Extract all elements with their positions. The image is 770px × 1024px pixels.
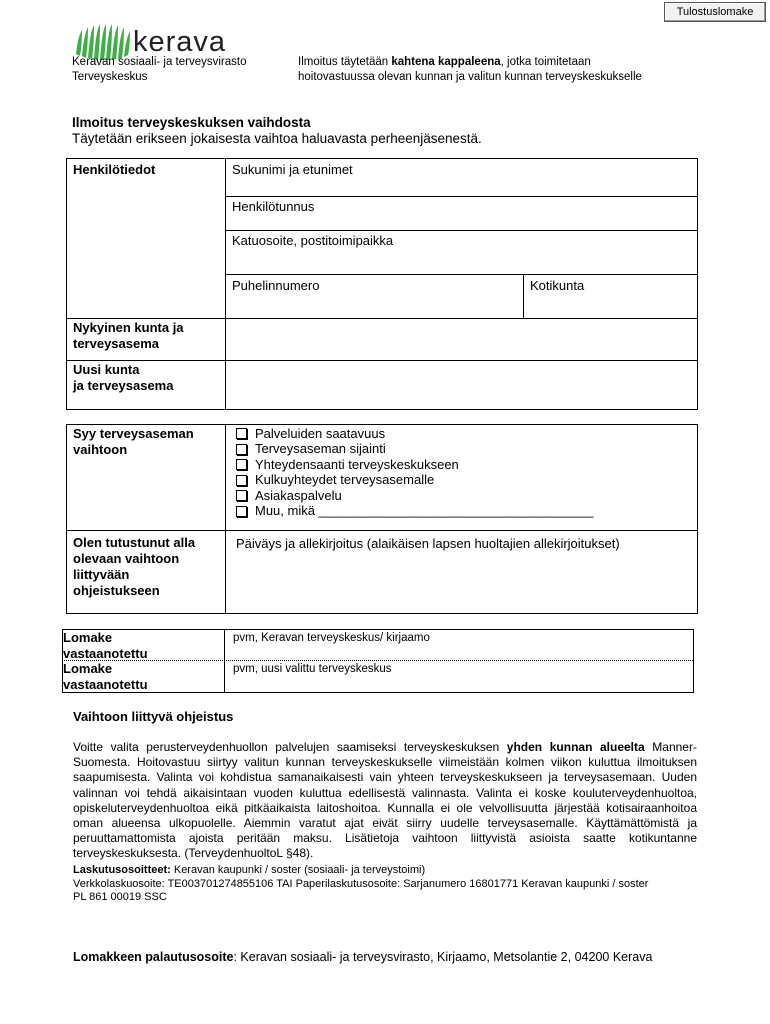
reason-label: Syy terveysaseman vaihtoon bbox=[73, 426, 194, 457]
instructions-heading: Vaihtoon liittyvä ohjeistus bbox=[73, 709, 234, 724]
print-form-button[interactable]: Tulostuslomake bbox=[664, 2, 766, 22]
checkbox-contact[interactable] bbox=[236, 459, 247, 470]
reason-option: Yhteydensaanti terveyskeskukseen bbox=[236, 457, 593, 473]
copies-notice: Ilmoitus täytetään kahtena kappaleena, jotka toimitetaan hoitovastuussa olevan kunnan ja valitun kunnan terveyskeskukselle bbox=[298, 56, 642, 83]
ssn-field[interactable]: Henkilötunnus bbox=[232, 199, 315, 214]
address-field[interactable]: Katuosoite, postitoimipaikka bbox=[232, 233, 394, 248]
personal-info-label: Henkilötiedot bbox=[73, 162, 156, 177]
reason-option: Palveluiden saatavuus bbox=[236, 426, 593, 442]
current-municipality-field[interactable] bbox=[226, 319, 696, 359]
acknowledgement-label: Olen tutustunut alla olevaan vaihtoon liittyvään ohjeistukseen bbox=[73, 535, 196, 598]
new-municipality-field[interactable] bbox=[226, 361, 696, 407]
checkbox-other[interactable] bbox=[236, 506, 247, 517]
checkbox-location[interactable] bbox=[236, 444, 247, 455]
new-municipality-label: Uusi kunta ja terveysasema bbox=[73, 362, 174, 393]
reason-option: Muu, mikä ______________________________________ bbox=[236, 504, 593, 520]
name-field[interactable]: Sukunimi ja etunimet bbox=[232, 162, 353, 177]
reason-option: Terveysaseman sijainti bbox=[236, 442, 593, 458]
received-kerava-field[interactable]: pvm, Keravan terveyskeskus/ kirjaamo bbox=[233, 632, 430, 644]
current-municipality-label: Nykyinen kunta ja terveysasema bbox=[73, 320, 184, 351]
org-line-1: Keravan sosiaali- ja terveysvirasto bbox=[72, 56, 247, 68]
signature-field[interactable]: Päiväys ja allekirjoitus (alaikäisen lapsen huoltajien allekirjoitukset) bbox=[236, 536, 620, 551]
reason-options bbox=[236, 426, 593, 519]
home-municipality-field[interactable]: Kotikunta bbox=[530, 278, 585, 293]
checkbox-customer-service[interactable] bbox=[236, 490, 247, 501]
received-label-2: Lomake vastaanotettu bbox=[63, 661, 148, 692]
instructions-text: Voitte valita perusterveydenhuollon palvelujen saamiseksi terveyskeskuksen yhden kunnan alueelta Manner-Suomesta. Hoitovastuu siirtyy valitun kunnan terveyskeskukselle viimeistään kolmen viikon kuluttua ilmoituksen saapumisesta. Valinta voi kohdistua samanaikaisesti vain yhteen terveyskeskukseen ja terveysasemaan. Uuden valinnan voi tehdä aikaisintaan vuoden kuluttua edellisestä valinnasta. Valinta ei koske kouluterveydenhuoltoa, opiskeluterveydenhuoltoa eikä pitkäaikaista laitoshoitoa. Kunnalla ei ole velvollisuutta järjestää kotisairaanhoitoa oman alueensa ulkopuolelle. Aiemmin varatut ajat eivät siirry uudelle terveysasemalle. Käyttämättömistä ja peruuttamattomista ajoista peritään maksu. Lisätietoja vaihtoon liittyvistä asioista saatte kotikuntanne terveyskeskuksesta. (TerveydenhuoltoL §48). bbox=[73, 740, 697, 861]
form-title: Ilmoitus terveyskeskuksen vaihdosta bbox=[72, 115, 311, 130]
checkbox-availability[interactable] bbox=[236, 428, 247, 439]
return-address: Lomakkeen palautusosoite: Keravan sosiaali- ja terveysvirasto, Kirjaamo, Metsolantie 2, 04200 Kerava bbox=[73, 950, 653, 964]
org-name bbox=[72, 55, 247, 85]
received-new-field[interactable]: pvm, uusi valittu terveyskeskus bbox=[233, 663, 392, 675]
reason-option: Kulkuyhteydet terveysasemalle bbox=[236, 473, 593, 489]
org-line-2: Terveyskeskus bbox=[72, 71, 148, 83]
reason-option: Asiakaspalvelu bbox=[236, 488, 593, 504]
checkbox-transport[interactable] bbox=[236, 475, 247, 486]
form-subtitle: Täytetään erikseen jokaisesta vaihtoa haluavasta perheenjäsenestä. bbox=[72, 131, 482, 146]
phone-field[interactable]: Puhelinnumero bbox=[232, 278, 320, 293]
kerava-logo-text: kerava bbox=[133, 26, 227, 58]
received-label-1: Lomake vastaanotettu bbox=[63, 630, 148, 661]
billing-info: Laskutusosoitteet: Keravan kaupunki / soster (sosiaali- ja terveystoimi) Verkkolaskuosoite: TE003701274855106 TAI Paperilaskutusosoite: Sarjanumero 16801771 Keravan kaupunki / soster PL 861 00019 SSC bbox=[73, 864, 649, 903]
